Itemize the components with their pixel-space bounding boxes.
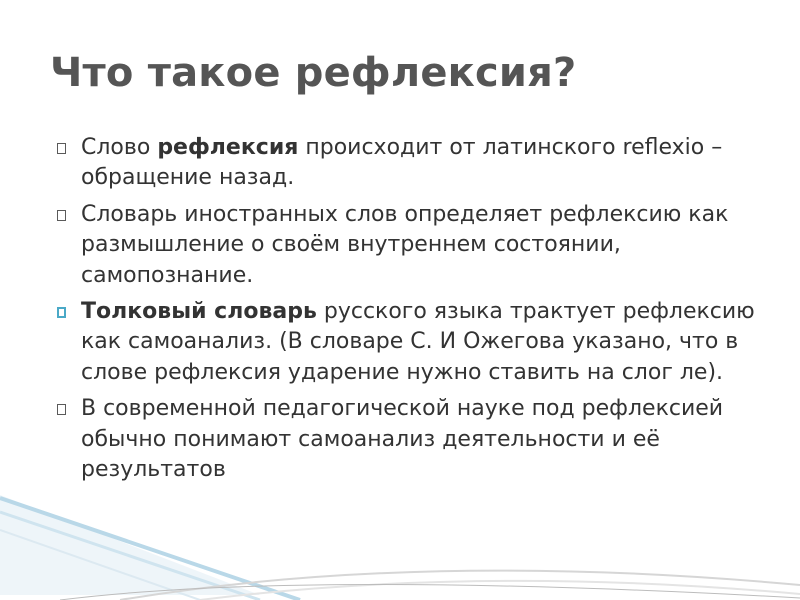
bullet-item: [56, 133, 756, 194]
hollow-box-bullet-icon: [57, 307, 66, 318]
decorative-wave-stripes: [0, 490, 800, 600]
bullet-text: русского языка трактует рефлексию как самоанализ. (В словаре С. И Ожегова указано, что в слове рефлексия ударение нужно ставить на слог ле).: [81, 299, 755, 385]
bullet-text: происходит от латинского reflexio – обращение назад.: [81, 135, 723, 191]
bullet-text: Слово: [81, 135, 158, 160]
bullet-item: [56, 297, 756, 388]
hollow-box-bullet-icon: [57, 143, 66, 154]
bold-term: рефлексия: [157, 135, 299, 160]
hollow-box-bullet-icon: [57, 210, 66, 221]
bullet-text: В современной педагогической науке под рефлексией обычно понимают самоанализ деятельности и её результатов: [81, 396, 724, 483]
bullet-item: [56, 200, 756, 291]
hollow-box-bullet-icon: [57, 404, 66, 415]
slide-title: Что такое рефлексия?: [50, 50, 577, 96]
bold-term: Толковый словарь: [81, 299, 317, 325]
bullet-text: Словарь иностранных слов определяет рефлексию как размышление о своём внутреннем состоянии, самопознание.: [81, 201, 729, 288]
bullet-list: [56, 133, 756, 491]
bullet-item: [56, 394, 756, 485]
